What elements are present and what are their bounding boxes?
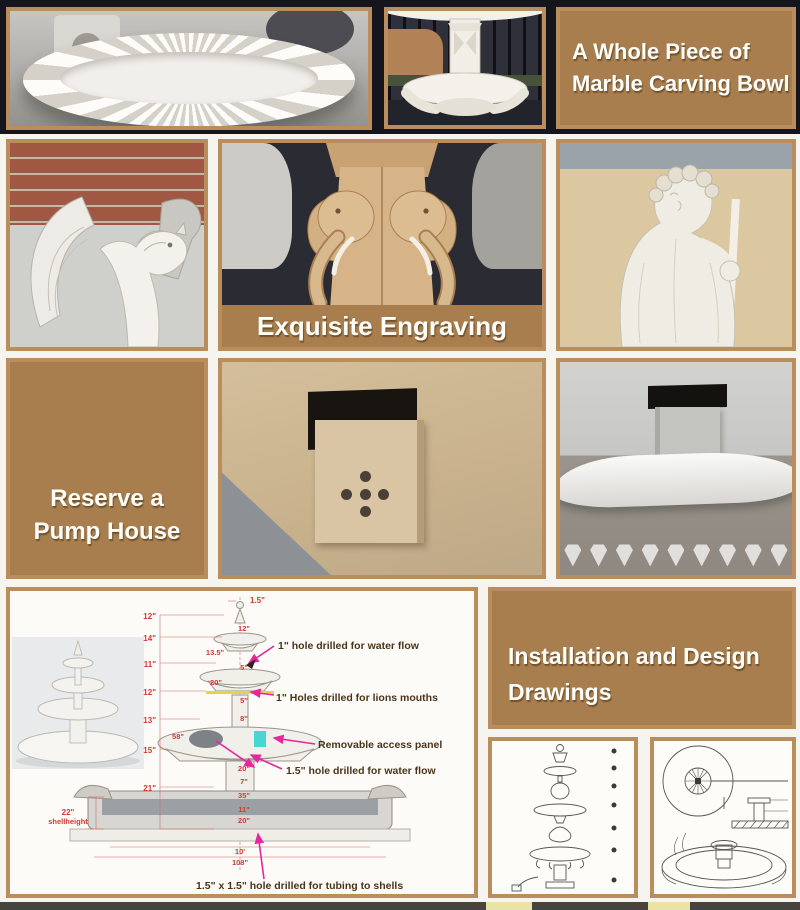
reference-photo (12, 637, 144, 769)
pedestal-drawing (388, 11, 542, 125)
photo-woman-statue (556, 139, 796, 351)
plan-section-drawing (654, 741, 792, 894)
bowl-interior (60, 52, 319, 105)
svg-text:7": 7" (240, 777, 248, 786)
annotation-water-flow-top: 1" hole drilled for water flow (278, 640, 419, 652)
photo-pump-house-opening (218, 358, 546, 579)
svg-text:5": 5" (240, 663, 248, 672)
svg-text:11": 11" (143, 660, 156, 669)
drilled-hole (341, 489, 352, 500)
caption-installation-drawings (488, 587, 796, 729)
caption-line: Reserve a (50, 484, 164, 512)
scalloped-bowl (23, 33, 355, 127)
plan-section-panel (650, 737, 796, 898)
svg-text:20": 20" (210, 678, 222, 687)
caption-line: Marble Carving Bowl (572, 71, 790, 96)
caption-whole-piece (556, 7, 796, 129)
svg-text:8": 8" (240, 714, 248, 723)
svg-text:12": 12" (238, 624, 250, 633)
svg-text:14": 14" (143, 634, 156, 643)
drilled-hole (378, 489, 389, 500)
svg-text:22": 22" (61, 808, 75, 817)
svg-text:12": 12" (143, 688, 156, 697)
caption-line: Exquisite Engraving (257, 310, 507, 341)
caption-line: Drawings (508, 678, 612, 705)
svg-text:20": 20" (238, 764, 250, 773)
crop-highlight (648, 902, 690, 910)
caption-pump-house (6, 358, 208, 579)
svg-text:1.5": 1.5" (250, 596, 265, 605)
caption-line: A Whole Piece of (572, 39, 750, 65)
svg-text:10': 10' (234, 847, 246, 856)
svg-text:108": 108" (231, 858, 249, 867)
svg-text:58": 58" (172, 732, 184, 741)
svg-text:13.5": 13.5" (205, 648, 225, 657)
photo-fountain-top (384, 7, 546, 129)
svg-text:15": 15" (143, 746, 156, 755)
svg-text:shellheight: shellheight (48, 817, 88, 826)
pegasus-drawing (10, 143, 204, 347)
photo-pegasus-statues (6, 139, 208, 351)
caption-line: Pump House (33, 518, 181, 546)
svg-text:13": 13" (143, 716, 156, 725)
parts-dots (612, 749, 617, 883)
exploded-view-panel (488, 737, 638, 898)
carved-drip-row (560, 544, 792, 566)
svg-text:20": 20" (238, 816, 250, 825)
svg-text:12": 12" (143, 612, 156, 621)
drilled-hole (360, 506, 371, 517)
photo-marble-bowl (6, 7, 372, 130)
crop-highlight (486, 902, 532, 910)
svg-text:35": 35" (238, 791, 250, 800)
caption-line: Installation and Design (508, 643, 760, 669)
annotation-access-panel: Removable access panel (318, 739, 443, 751)
woman-statue-drawing (560, 143, 792, 347)
annotation-water-flow-mid: 1.5" hole drilled for water flow (286, 765, 436, 777)
svg-text:21": 21" (143, 784, 156, 793)
caption-engraving (222, 305, 542, 347)
photo-marble-rim-slot (556, 358, 796, 579)
installation-diagram-panel (6, 587, 478, 898)
bottom-crop-strip (0, 902, 800, 910)
drilled-hole (360, 489, 371, 500)
annotation-tubing: 1.5" x 1.5" hole drilled for tubing to shells (196, 880, 404, 892)
svg-text:11": 11" (238, 805, 250, 814)
rolled-rim (556, 449, 796, 509)
elephant-drawing (222, 143, 542, 309)
installation-diagram (10, 591, 474, 894)
photo-elephant-carving (218, 139, 546, 351)
exploded-view-drawing (492, 741, 634, 894)
drilled-hole (360, 471, 371, 482)
access-cover-panel (315, 420, 424, 544)
svg-text:5": 5" (240, 696, 248, 705)
annotation-lions-mouths: 1" Holes drilled for lions mouths (276, 692, 438, 704)
